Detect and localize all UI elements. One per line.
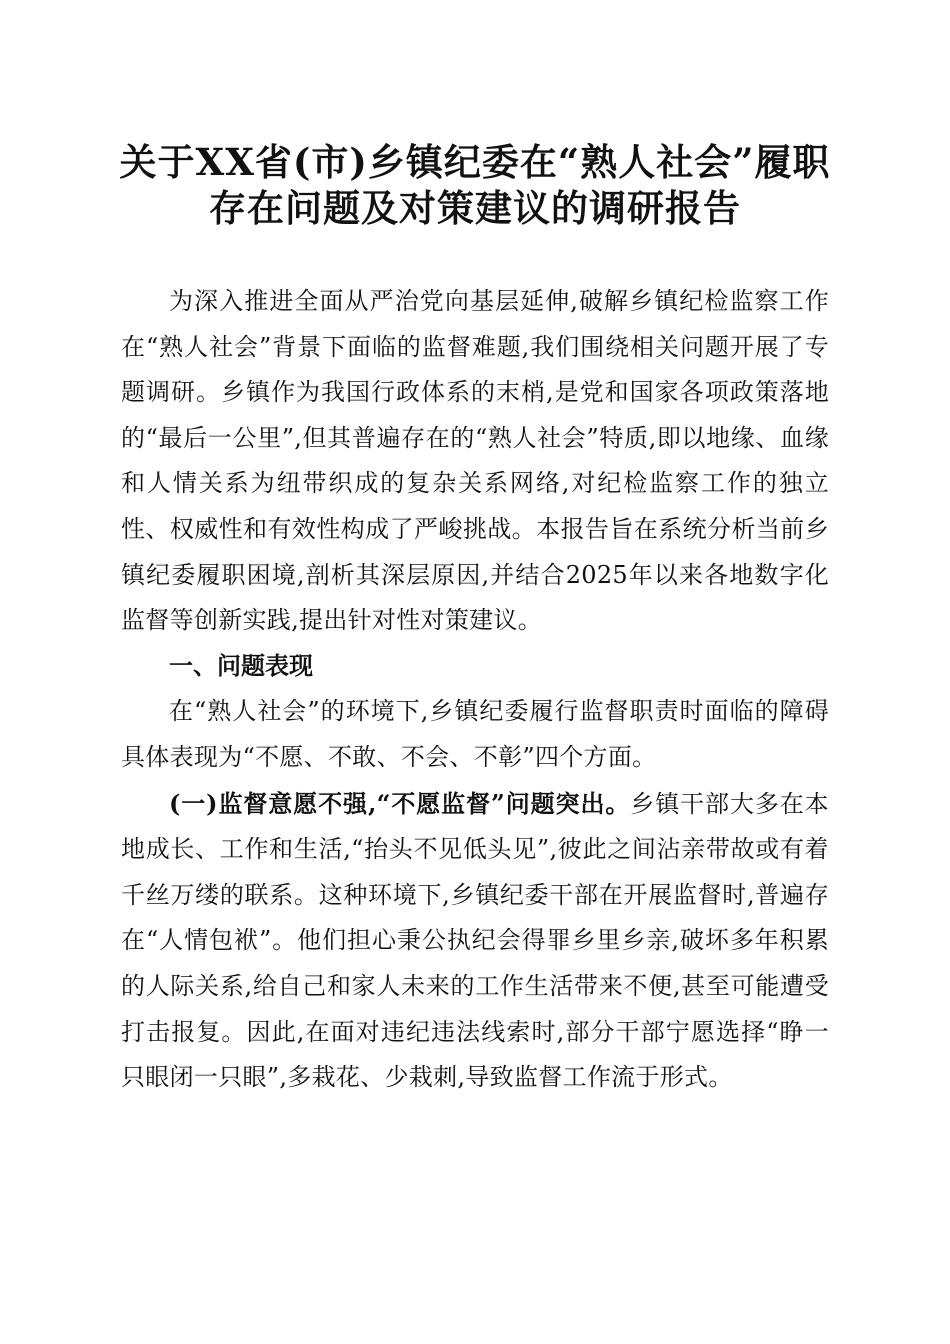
section-heading-problems: 一、问题表现	[169, 651, 313, 680]
subsection-paragraph	[121, 781, 829, 1101]
section-intro-paragraph: 在“熟人社会”的环境下,乡镇纪委履行监督职责时面临的障碍具体表现为“不愿、不敢、不会、不彰”四个方面。	[121, 697, 829, 771]
intro-paragraph: 为深入推进全面从严治党向基层延伸,破解乡镇纪检监察工作在“熟人社会”背景下面临的监督难题,我们围绕相关问题开展了专题调研。乡镇作为我国行政体系的末梢,是党和国家各项政策落地的“最后一公里”,但其普遍存在的“熟人社会”特质,即以地缘、血缘和人情关系为纽带织成的复杂关系网络,对纪检监察工作的独立性、权威性和有效性构成了严峻挑战。本报告旨在系统分析当前乡镇纪委履职困境,剖析其深层原因,并结合2025年以来各地数字化监督等创新实践,提出针对性对策建议。	[121, 287, 829, 635]
document-title-line-1: 关于XX省(市)乡镇纪委在“熟人社会”履职	[119, 140, 831, 184]
subsection-title: (一)监督意愿不强,“不愿监督”问题突出。	[169, 788, 631, 818]
subsection-body: 乡镇干部大多在本地成长、工作和生活,“抬头不见低头见”,彼此之间沾亲带故或有着千丝万缕的联系。这种环境下,乡镇纪委干部在开展监督时,普遍存在“人情包袱”。他们担心秉公执纪会得罪乡里乡亲,破坏多年积累的人际关系,给自己和家人未来的工作生活带来不便,甚至可能遭受打击报复。因此,在面对违纪违法线索时,部分干部宁愿选择“睁一只眼闭一只眼”,多栽花、少栽刺,导致监督工作流于形式。	[121, 789, 829, 1092]
document-body	[121, 279, 829, 1101]
document-title-line-2: 存在问题及对策建议的调研报告	[209, 186, 741, 230]
